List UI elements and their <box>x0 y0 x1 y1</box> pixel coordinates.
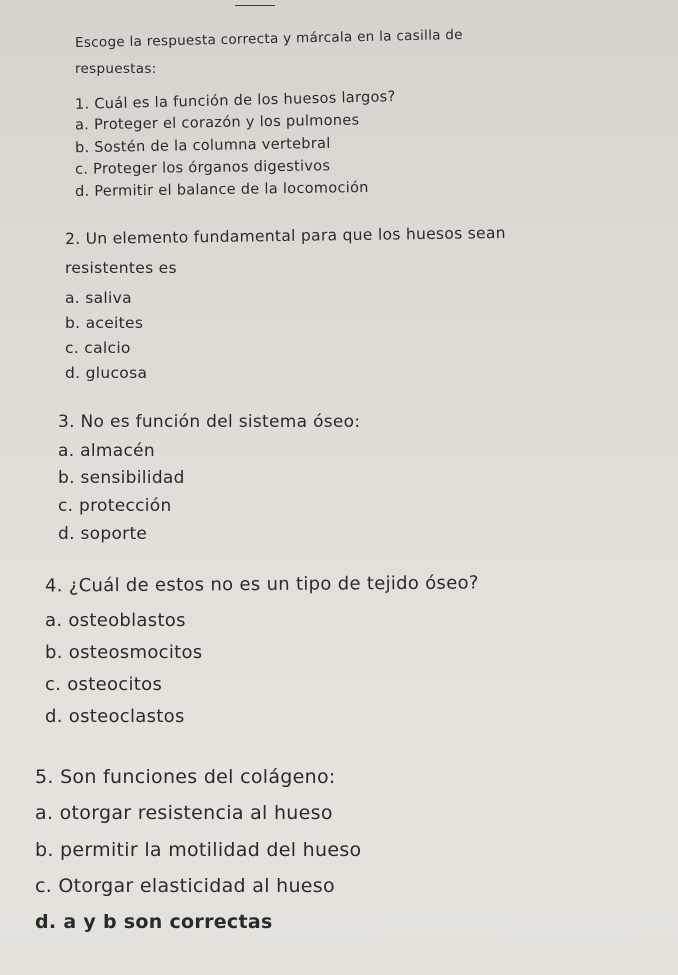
q4-option-a: a. osteoblastos <box>45 610 186 631</box>
q2-question-line-2: resistentes es <box>65 259 177 277</box>
q5-option-c: c. Otorgar elasticidad al hueso <box>35 875 335 897</box>
q1-question: 1. Cuál es la función de los huesos largos? <box>74 89 396 113</box>
q2-option-c: c. calcio <box>65 339 131 357</box>
q3-option-a: a. almacén <box>58 441 155 461</box>
q4-option-d: d. osteoclastos <box>45 706 185 727</box>
q1-option-a: a. Proteger el corazón y los pulmones <box>74 112 360 134</box>
q5-option-d: d. a y b son correctas <box>35 911 273 933</box>
q5-option-a: a. otorgar resistencia al hueso <box>35 802 333 824</box>
q2-option-b: b. aceites <box>65 314 144 332</box>
q2-option-d: d. glucosa <box>65 364 148 382</box>
q5-option-b: b. permitir la motilidad del hueso <box>35 839 362 861</box>
q4-question: 4. ¿Cuál de estos no es un tipo de tejido óseo? <box>44 572 479 597</box>
q3-option-b: b. sensibilidad <box>58 468 185 488</box>
q4-option-c: c. osteocitos <box>45 674 163 695</box>
q1-option-b: b. Sostén de la columna vertebral <box>74 135 331 157</box>
q3-option-c: c. protección <box>58 496 172 516</box>
q5-question: 5. Son funciones del colágeno: <box>35 766 336 788</box>
q2-option-a: a. saliva <box>65 289 132 307</box>
q4-option-b: b. osteosmocitos <box>45 642 203 663</box>
q1-option-c: c. Proteger los órganos digestivos <box>74 158 331 178</box>
q1-option-d: d. Permitir el balance de la locomoción <box>74 179 369 201</box>
q3-question: 3. No es función del sistema óseo: <box>58 412 361 432</box>
pen-mark <box>235 5 275 6</box>
q2-question-line-1: 2. Un elemento fundamental para que los huesos sean <box>64 223 506 249</box>
q3-option-d: d. soporte <box>58 524 148 544</box>
instructions-line-1: Escoge la respuesta correcta y márcala en la casilla de <box>74 26 463 52</box>
instructions-line-2: respuestas: <box>75 61 157 77</box>
